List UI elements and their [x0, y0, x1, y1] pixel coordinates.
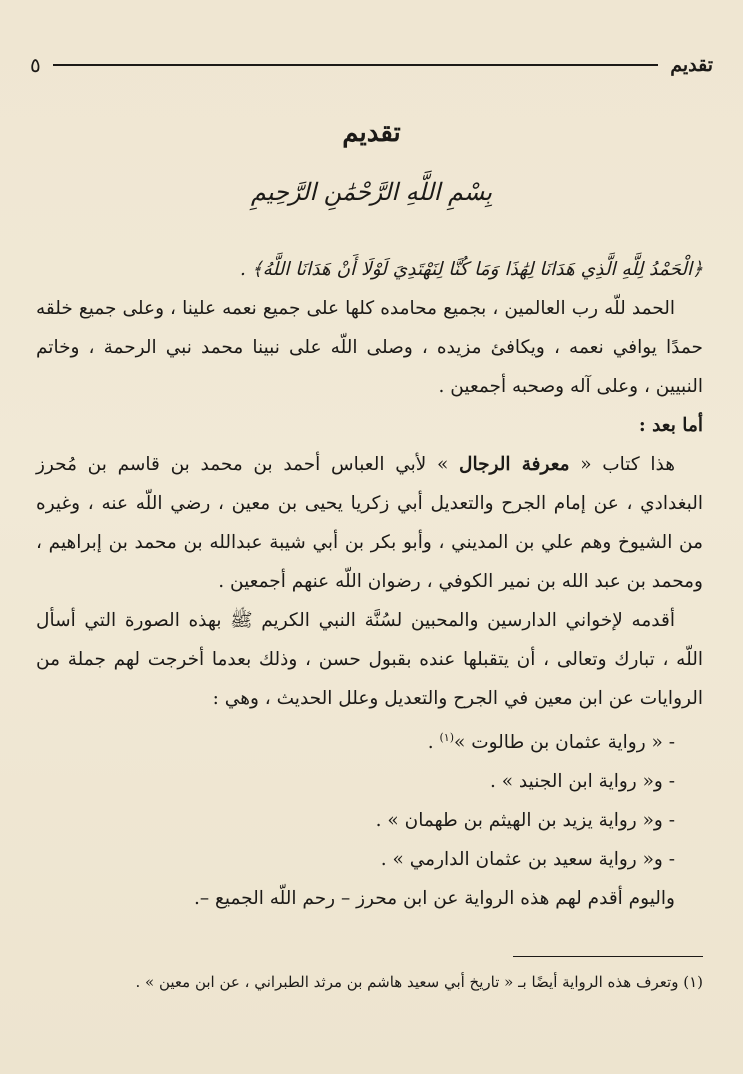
paragraph-closing: واليوم أقدم لهم هذه الرواية عن ابن محرز – رحم اللّه الجميع –.	[194, 888, 675, 910]
quran-verse: ﴿الْحَمْدُ لِلَّهِ الَّذِي هَدَانَا لِهَٰذَا وَمَا كُنَّا لِنَهْتَدِيَ لَوْلَا أَنْ هَدَانَا اللَّهُ﴾ .	[239, 259, 703, 280]
list-item: - و« رواية يزيد بن الهيثم بن طهمان » .	[375, 810, 675, 832]
footnote-rule	[513, 956, 703, 957]
list-item	[36, 718, 703, 762]
book-intro-start: هذا كتاب «	[580, 454, 675, 475]
paragraph-dedication: أقدمه لإخواني الدارسين والمحبين لسُنَّة النبي الكريم ﷺ بهذه الصورة التي أسأل اللّه ، تبارك وتعالى ، أن يتقبلها عنده بقبول حسن ، وذلك بعدما أخرجت لهم جملة من الروايات عن ابن معين في الجرح والتعديل وعلل الحديث ، وهي :	[36, 610, 703, 709]
list-item: - و« رواية ابن الجنيد » .	[489, 771, 675, 793]
book-title: معرفة الرجال	[459, 454, 570, 475]
page-number: ٥	[30, 53, 41, 77]
list-item: - و« رواية سعيد بن عثمان الدارمي » .	[380, 849, 675, 871]
body-text	[36, 250, 703, 918]
section-title: تقديم	[342, 118, 401, 148]
header-title: تقديم	[670, 54, 713, 76]
list-item-end: .	[427, 732, 440, 754]
book-intro-rest: » لأبي العباس أحمد بن محمد بن قاسم بن مُحرز البغدادي ، عن إمام الجرح والتعديل أبي زكريا يحيى بن معين ، رضي اللّه عنه ، وغيره من الشيوخ وهم علي بن المديني ، وأبو بكر بن أبي شيبة عبدالله بن محمد بن إبراهيم ، ومحمد بن عبد الله بن نمير الكوفي ، رضوان اللّه عنهم أجمعين .	[36, 454, 703, 592]
running-header	[30, 50, 713, 80]
footnote-ref[interactable]: (١)	[439, 731, 454, 744]
header-rule	[53, 64, 658, 66]
ama-baad-heading: أما بعد :	[638, 415, 703, 436]
paragraph-book-intro	[36, 445, 703, 601]
footnote: (١) وتعرف هذه الرواية أيضًا بـ « تاريخ أبي سعيد هاشم بن مرثد الطبراني ، عن ابن معين » .	[135, 973, 703, 991]
basmala: بِسْمِ اللَّهِ الرَّحْمَٰنِ الرَّحِيمِ	[250, 178, 493, 206]
paragraph-praise: الحمد للّه رب العالمين ، بجميع محامده كلها على جميع نعمه علينا ، وعلى جميع خلقه حمدًا يوافي نعمه ، ويكافئ مزيده ، وصلى اللّه على نبينا محمد نبي الرحمة ، وخاتم النبيين ، وعلى آله وصحبه أجمعين .	[36, 298, 703, 397]
list-item-text: - « رواية عثمان بن طالوت »	[454, 732, 675, 754]
